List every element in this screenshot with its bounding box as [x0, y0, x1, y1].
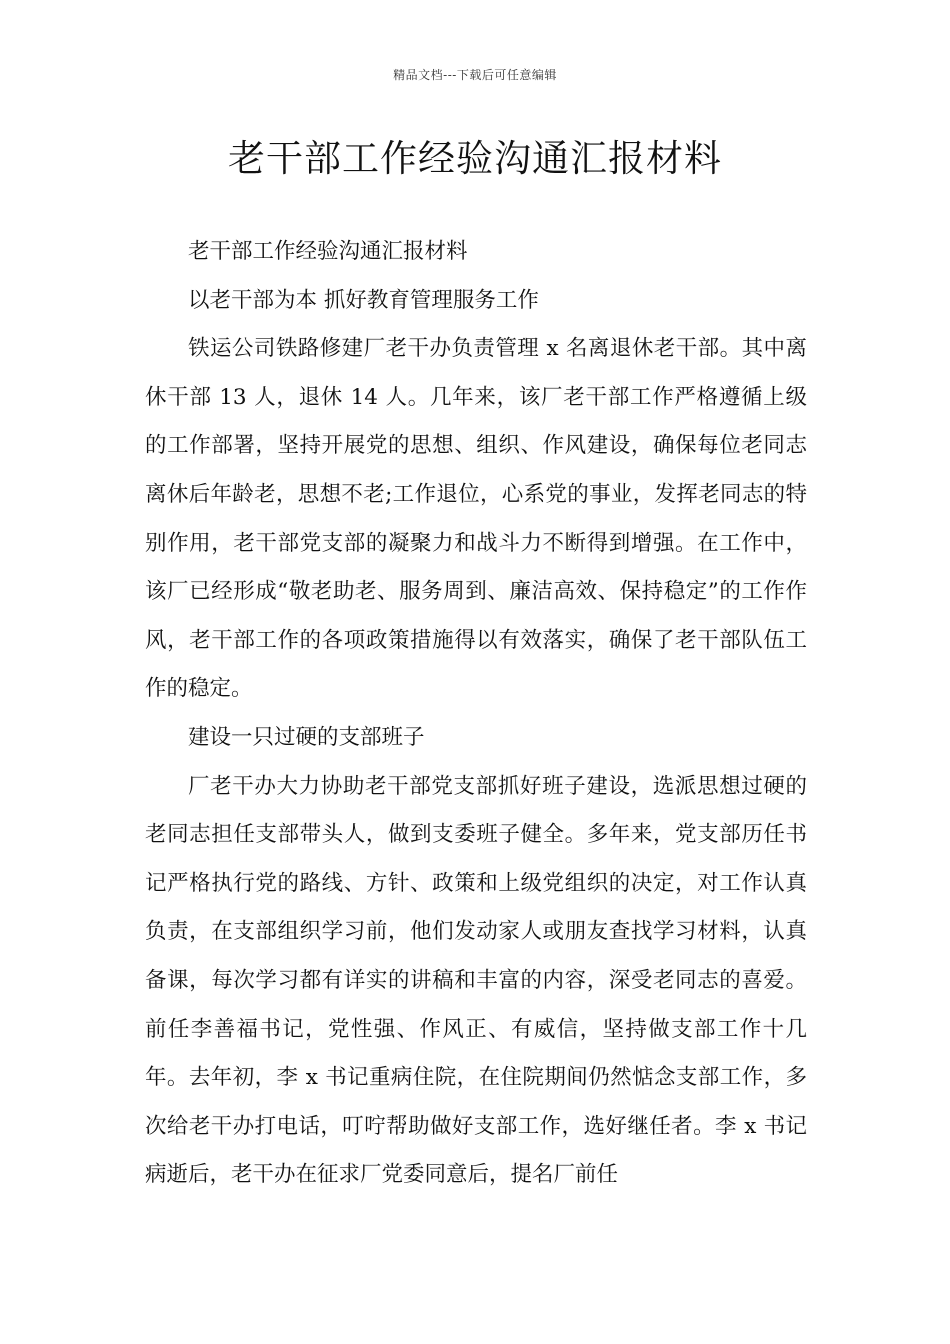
page-title: 老干部工作经验沟通汇报材料: [228, 137, 722, 180]
document-body: [145, 228, 807, 1200]
paragraph-intro: 铁运公司铁路修建厂老干办负责管理 x 名离退休老干部。其中离休干部 13 人，退休 14 人。几年来，该厂老干部工作严格遵循上级的工作部署，坚持开展党的思想、组织、作风建设，确保每位老同志离休后年龄老，思想不老;工作退位，心系党的事业，发挥老同志的特别作用，老干部党支部的凝聚力和战斗力不断得到增强。在工作中，该厂已经形成“敬老助老、服务周到、廉洁高效、保持稳定”的工作作风，老干部工作的各项政策措施得以有效落实，确保了老干部队伍工作的稳定。: [145, 336, 807, 702]
paragraph-section-body: 厂老干办大力协助老干部党支部抓好班子建设，选派思想过硬的老同志担任支部带头人，做到支委班子健全。多年来，党支部历任书记严格执行党的路线、方针、政策和上级党组织的决定，对工作认真负责，在支部组织学习前，他们发动家人或朋友查找学习材料，认真备课，每次学习都有详实的讲稿和丰富的内容，深受老同志的喜爱。前任李善福书记，党性强、作风正、有威信，坚持做支部工作十几年。去年初，李 x 书记重病住院，在住院期间仍然惦念支部工作，多次给老干办打电话，叮咛帮助做好支部工作，选好继任者。李 x 书记病逝后，老干办在征求厂党委同意后，提名厂前任: [145, 773, 807, 1188]
paragraph-section-heading: 建设一只过硬的支部班子: [188, 724, 425, 750]
header-note: 精品文档---下载后可任意编辑: [393, 68, 557, 82]
paragraph-subtitle: 老干部工作经验沟通汇报材料: [188, 239, 468, 264]
paragraph-theme: 以老干部为本 抓好教育管理服务工作: [188, 287, 539, 313]
